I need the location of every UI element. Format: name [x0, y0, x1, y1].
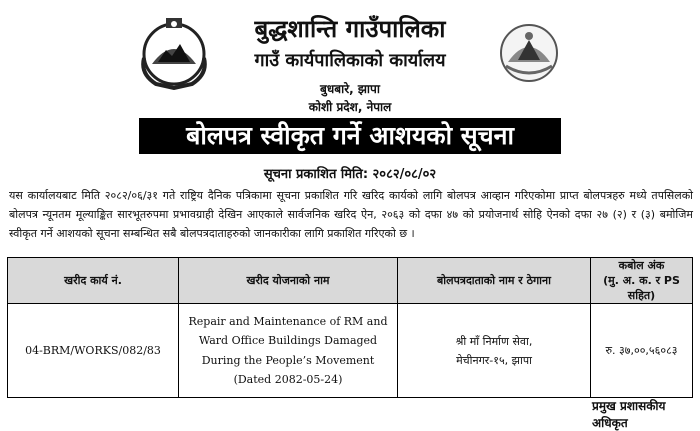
- header-amount-note: (मु. अ. क. र PS सहित): [603, 274, 680, 302]
- header-bidder: बोलपत्रदाताको नाम र ठेगाना: [398, 258, 591, 304]
- header-project-name: खरीद योजनाको नाम: [179, 258, 398, 304]
- contract-no-cell: 04-BRM/WORKS/082/83: [8, 304, 179, 398]
- project-name-line: (Dated 2082-05-24): [233, 373, 343, 386]
- bidder-cell: [398, 304, 591, 398]
- project-name-cell: [179, 304, 398, 398]
- bidder-name: श्री माँ निर्माण सेवा,: [455, 334, 533, 348]
- address-line-2: कोशी प्रदेश, नेपाल: [308, 100, 392, 114]
- project-name-line: Ward Office Buildings Damaged: [198, 334, 378, 347]
- amount-cell: रु. ३७,००,५६०८३: [591, 304, 693, 398]
- organization-name: बुद्धशान्ति गाउँपालिका: [254, 15, 446, 43]
- project-name-line: During the People’s Movement: [201, 353, 375, 367]
- header-amount: [591, 258, 693, 304]
- bidder-address: मेचीनगर-१५, झापा: [456, 353, 532, 367]
- office-name: गाउँ कार्यपालिकाको कार्यालय: [254, 50, 446, 71]
- project-name-line: Repair and Maintenance of RM and: [188, 314, 388, 328]
- table-row: [8, 304, 693, 398]
- header-amount-label: कबोल अंक: [618, 259, 665, 272]
- address-line-1: बुधबारे, झापा: [320, 82, 380, 96]
- notice-body: यस कार्यालयबाट मिति २०८२/०६/३१ गते राष्ट्रिय दैनिक पत्रिकामा सूचना प्रकाशित गरि खरिद कार्यको लागि बोलपत्र आव्हान गरिएकोमा प्राप्त बोलपत्रहरु मध्ये तपसिलको बोलपत्र न्यूनतम मूल्याङ्कित सारभूतरुपमा प्रभावग्राही देखिन आएकाले सार्वजनिक खरिद ऐन, २०६३ को दफा ४७ को प्रयोजनार्थ सोहि ऐनको दफा २७ (२) र (३) बमोजिम स्वीकृत गर्ने आशयको सूचना सम्बन्धित सबै बोलपत्रदाताहरुको जानकारीका लागि प्रकाशित गरिएको छ ।: [9, 189, 693, 240]
- notice-title-banner: बोलपत्र स्वीकृत गर्ने आशयको सूचना: [139, 118, 561, 154]
- header-contract-no: खरीद कार्य नं.: [8, 258, 179, 304]
- published-date: सूचना प्रकाशित मिति: २०८२/०८/०२: [263, 167, 437, 182]
- signatory: प्रमुख प्रशासकीय अधिकृत: [592, 399, 666, 430]
- table-header-row: [8, 258, 693, 304]
- award-table: [7, 257, 693, 398]
